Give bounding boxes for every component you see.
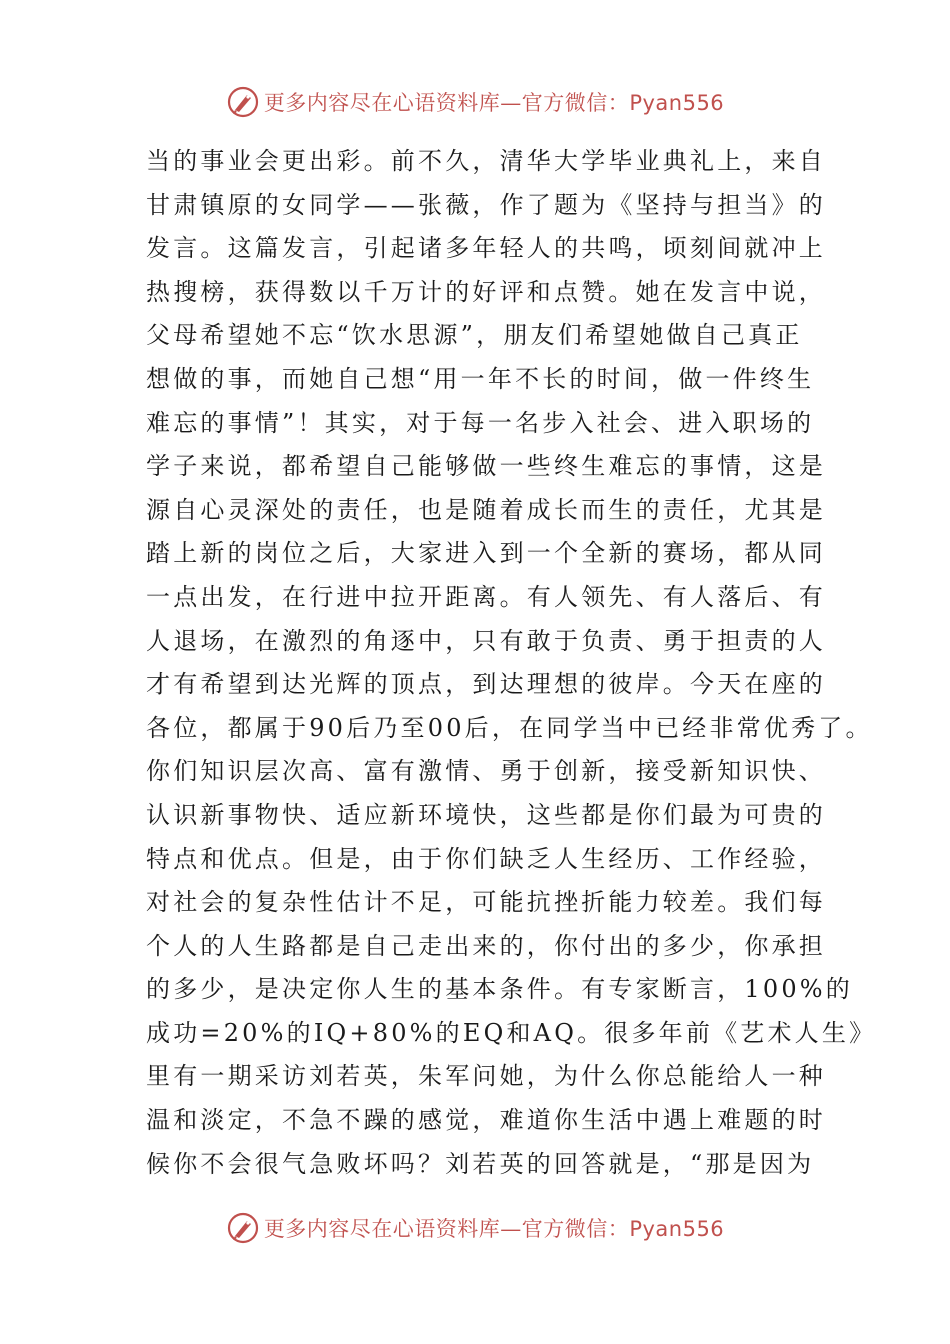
text-line: 认识新事物快、适应新环境快，这些都是你们最为可贵的	[146, 800, 826, 829]
text-line: 踏上新的岗位之后，大家进入到一个全新的赛场，都从同	[146, 539, 826, 568]
text-line: 源自心灵深处的责任，也是随着成长而生的责任，尤其是	[146, 495, 826, 524]
text-line: 成功=20%的IQ+80%的EQ和AQ。很多年前《艺术人生》	[146, 1018, 877, 1047]
text-line: 个人的人生路都是自己走出来的，你付出的多少，你承担	[146, 931, 826, 960]
text-line: 里有一期采访刘若英，朱军问她，为什么你总能给人一种	[146, 1062, 826, 1091]
text-line: 难忘的事情”！其实，对于每一名步入社会、进入职场的	[146, 408, 815, 437]
text-line: 温和淡定，不急不躁的感觉，难道你生活中遇上难题的时	[146, 1106, 826, 1135]
text-line: 特点和优点。但是，由于你们缺乏人生经历、工作经验，	[146, 844, 826, 873]
text-line: 学子来说，都希望自己能够做一些终生难忘的事情，这是	[146, 452, 826, 481]
text-line: 想做的事，而她自己想“用一年不长的时间，做一件终生	[146, 364, 815, 393]
text-line: 的多少，是决定你人生的基本条件。有专家断言，100%的	[146, 975, 854, 1004]
text-line: 当的事业会更出彩。前不久，清华大学毕业典礼上，来自	[146, 147, 826, 175]
text-line: 你们知识层次高、富有激情、勇于创新，接受新知识快、	[146, 757, 826, 786]
footer-banner-text: 更多内容尽在心语资料库—官方微信：Pyan556	[263, 1217, 725, 1241]
header-banner-text: 更多内容尽在心语资料库—官方微信：Pyan556	[263, 91, 725, 115]
text-line: 各位，都属于90后乃至00后，在同学当中已经非常优秀了。	[146, 713, 873, 742]
text-line: 对社会的复杂性估计不足，可能抗挫折能力较差。我们每	[146, 888, 826, 917]
footer-banner	[0, 1208, 950, 1248]
text-line: 热搜榜，获得数以千万计的好评和点赞。她在发言中说，	[146, 277, 826, 306]
header-banner	[0, 82, 950, 122]
text-line: 一点出发，在行进中拉开距离。有人领先、有人落后、有	[146, 582, 826, 611]
text-line: 人退场，在激烈的角逐中，只有敢于负责、勇于担责的人	[146, 626, 826, 655]
text-line: 候你不会很气急败坏吗？刘若英的回答就是，“那是因为	[146, 1149, 815, 1178]
document-body	[146, 140, 877, 1186]
text-line: 父母希望她不忘“饮水思源”，朋友们希望她做自己真正	[146, 321, 803, 350]
text-line: 才有希望到达光辉的顶点，到达理想的彼岸。今天在座的	[146, 670, 826, 699]
pen-nib-circle-logo-icon	[226, 1211, 260, 1245]
pen-nib-circle-logo-icon	[226, 85, 260, 119]
text-line: 甘肃镇原的女同学——张薇，作了题为《坚持与担当》的	[146, 190, 826, 219]
text-line: 发言。这篇发言，引起诸多年轻人的共鸣，顷刻间就冲上	[146, 234, 826, 263]
